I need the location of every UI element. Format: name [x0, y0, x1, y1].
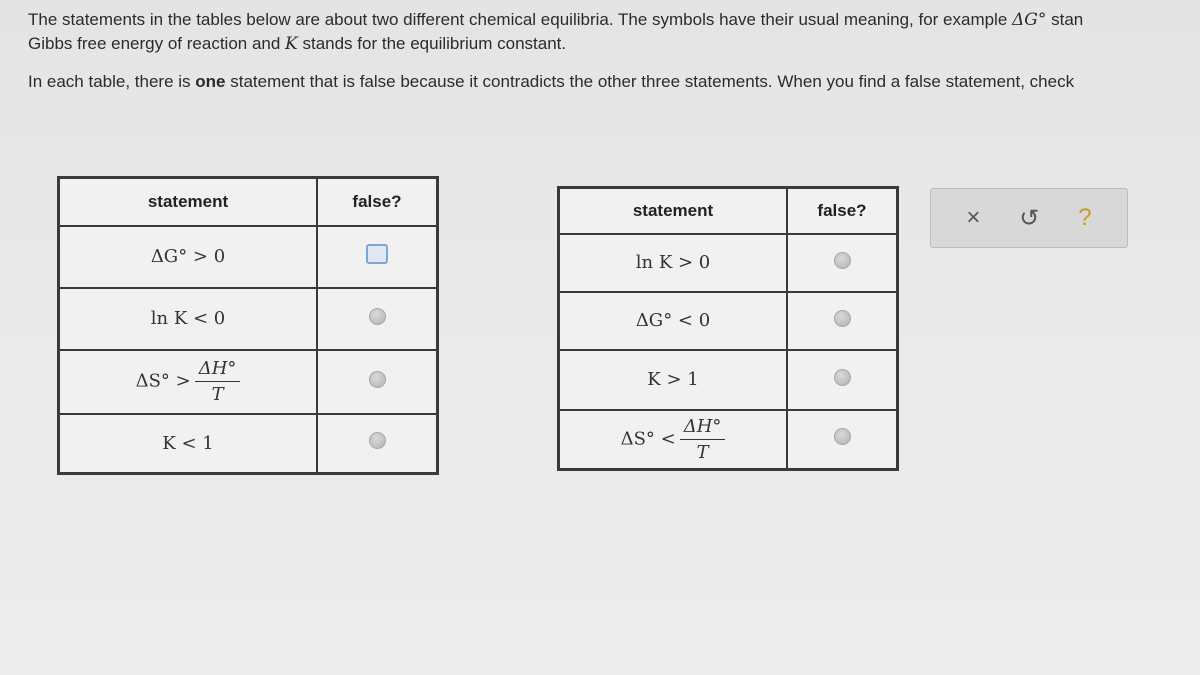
statement-text: ln K < 0: [59, 288, 318, 350]
intro-line-1: The statements in the tables below are about two different chemical equilibria. The symbols have their usual meaning, for example ΔG° stan: [28, 10, 1084, 30]
false-radio[interactable]: [834, 428, 851, 445]
header-false: false?: [787, 188, 898, 234]
table-row: [59, 414, 438, 474]
k-symbol: K: [285, 34, 298, 54]
statement-fraction: ΔS° > $\frac{\Delta H^\circ}{T}$: [59, 350, 318, 414]
statement-text: ln K > 0: [559, 234, 788, 292]
table-row: [559, 292, 898, 350]
table-row: [59, 350, 438, 414]
header-statement: statement: [59, 178, 318, 226]
false-radio[interactable]: [834, 369, 851, 386]
help-icon[interactable]: ?: [1078, 204, 1092, 231]
equilibrium-table-2: [557, 186, 899, 471]
intro-line-2: Gibbs free energy of reaction and K stands for the equilibrium constant.: [28, 34, 567, 54]
statement-text: ΔG° > 0: [59, 226, 318, 288]
equilibrium-table-1: [57, 176, 439, 475]
table-row: [559, 234, 898, 292]
false-radio-checked[interactable]: [366, 244, 388, 264]
statement-text: K < 1: [59, 414, 318, 474]
clear-icon[interactable]: ×: [966, 204, 981, 231]
table-row: [59, 226, 438, 288]
false-radio[interactable]: [369, 371, 386, 388]
intro-line-3: In each table, there is one statement that is false because it contradicts the other three statements. When you find a false statement, check: [28, 72, 1075, 91]
undo-icon[interactable]: ↺: [1019, 204, 1040, 232]
header-statement: statement: [559, 188, 788, 234]
false-radio[interactable]: [834, 252, 851, 269]
header-false: false?: [317, 178, 438, 226]
statement-text: ΔG° < 0: [559, 292, 788, 350]
false-radio[interactable]: [834, 310, 851, 327]
false-radio[interactable]: [369, 432, 386, 449]
delta-g-symbol: ΔG°: [1012, 10, 1047, 30]
answer-toolbar: [930, 188, 1128, 248]
statement-fraction: ΔS° < $\frac{\Delta H^\circ}{T}$: [559, 410, 788, 470]
false-radio[interactable]: [369, 308, 386, 325]
instructions: [28, 8, 1200, 94]
table-row: [559, 350, 898, 410]
statement-text: K > 1: [559, 350, 788, 410]
table-row: [59, 288, 438, 350]
table-row: [559, 410, 898, 470]
